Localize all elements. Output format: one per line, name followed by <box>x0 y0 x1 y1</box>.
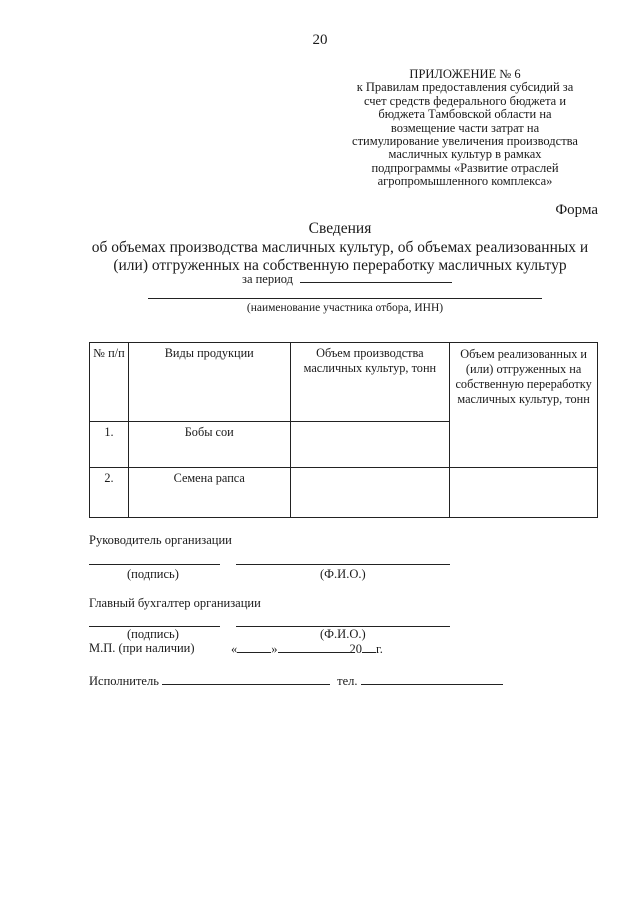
row-number: 1. <box>90 422 129 468</box>
table-header-row <box>90 343 598 422</box>
row-number: 2. <box>90 468 129 518</box>
date-open-quote: « <box>231 642 238 656</box>
document-title <box>60 220 620 276</box>
date-day-field[interactable] <box>237 641 271 653</box>
date-year-prefix: 20 <box>349 642 362 656</box>
annex-line: бюджета Тамбовской области на <box>378 107 552 122</box>
table-row <box>90 468 598 518</box>
stamp-label: М.П. (при наличии) <box>89 641 195 655</box>
title-line: об объемах производства масличных культур, об объемах реализованных и <box>91 238 589 256</box>
page-number: 20 <box>312 32 328 48</box>
production-volume-cell[interactable] <box>290 422 450 468</box>
head-fio-caption: (Ф.И.О.) <box>320 567 366 581</box>
annex-line: счет средств федерального бюджета и <box>363 93 567 108</box>
accountant-signature-caption: (подпись) <box>127 627 179 641</box>
date-month-field[interactable] <box>278 641 350 653</box>
production-table <box>89 342 598 518</box>
annex-line: к Правилам предоставления субсидий за <box>356 80 574 95</box>
row-product: Бобы сои <box>128 422 290 468</box>
period-field[interactable] <box>300 271 452 283</box>
accountant-label: Главный бухгалтер организации <box>89 596 261 610</box>
executor-label: Исполнитель <box>89 674 159 688</box>
annex-header <box>330 68 600 189</box>
participant-name-field[interactable] <box>148 298 542 299</box>
header-sold-volume: Объем реализованных и (или) отгруженных на собственную переработку масличных культур, тонн <box>450 343 598 468</box>
phone-label: тел. <box>337 674 358 688</box>
head-label: Руководитель организации <box>89 533 232 547</box>
head-fio-field[interactable] <box>236 564 450 565</box>
date-close-quote: » <box>271 642 278 656</box>
production-volume-cell[interactable] <box>290 468 450 518</box>
row-product: Семена рапса <box>128 468 290 518</box>
annex-line: агропромышленного комплекса» <box>377 174 553 189</box>
annex-line: подпрограммы «Развитие отраслей <box>371 160 559 175</box>
date-row <box>231 641 383 657</box>
annex-line: стимулирование увеличения производства <box>352 134 578 149</box>
phone-field[interactable] <box>361 673 503 685</box>
annex-line: ПРИЛОЖЕНИЕ № 6 <box>409 67 521 81</box>
executor-row <box>89 673 503 689</box>
period-row <box>242 271 452 287</box>
title-line: (или) отгруженных на собственную переработку масличных культур <box>113 257 567 274</box>
date-year-field[interactable] <box>362 641 376 653</box>
annex-line: возмещение части затрат на <box>390 120 540 135</box>
title-line: Сведения <box>308 220 372 237</box>
annex-line: масличных культур в рамках <box>388 147 542 162</box>
header-product: Виды продукции <box>128 343 290 422</box>
period-label: за период <box>242 272 294 286</box>
executor-field[interactable] <box>162 673 330 685</box>
accountant-fio-caption: (Ф.И.О.) <box>320 627 366 641</box>
header-number: № п/п <box>90 343 129 422</box>
header-production-volume: Объем производства масличных культур, тонн <box>290 343 450 422</box>
head-signature-caption: (подпись) <box>127 567 179 581</box>
date-year-suffix: г. <box>376 642 383 656</box>
sold-volume-cell[interactable] <box>450 468 598 518</box>
participant-caption: (наименование участника отбора, ИНН) <box>246 302 444 314</box>
head-signature-field[interactable] <box>89 564 220 565</box>
form-label: Форма <box>555 202 598 218</box>
